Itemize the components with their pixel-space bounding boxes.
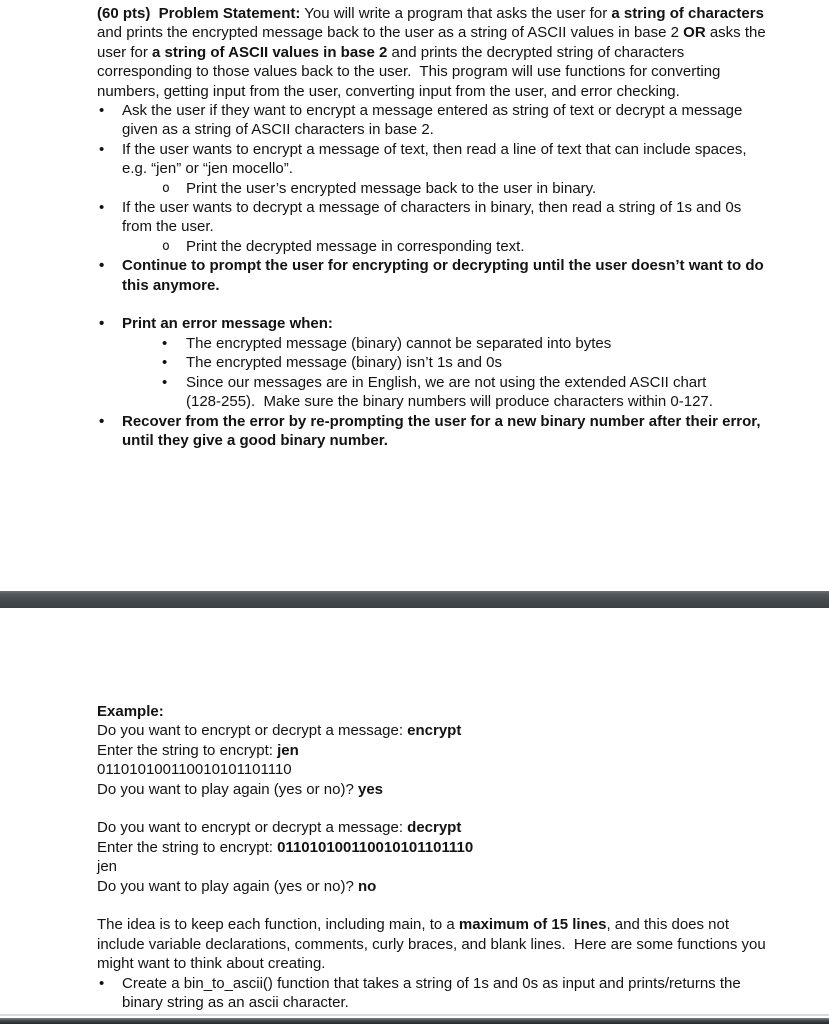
bullet-dot-icon: •: [99, 315, 105, 333]
page2-content: [97, 702, 769, 1012]
bullet-text: If the user wants to decrypt a message of characters in binary, then read a string of 1s and 0s from the user.: [122, 199, 746, 236]
example2-prompt-line: [97, 818, 769, 837]
bullet-continue-prompting: [97, 256, 769, 295]
user-choice: encrypt: [407, 722, 462, 740]
user-answer: no: [357, 877, 377, 895]
page-bottom-edge-line: [0, 1014, 829, 1016]
example2-again-line: [97, 877, 769, 896]
sub-bullet-print-decrypted: [97, 237, 769, 256]
circle-bullet-icon: o: [162, 180, 170, 196]
bullet-dot-icon: •: [99, 140, 105, 158]
circle-bullet-icon: o: [162, 238, 170, 254]
bullet-encrypt-text: [97, 140, 769, 179]
user-input: 011010100110010101101110: [277, 838, 474, 856]
bullet-decrypt-binary: [97, 198, 769, 237]
example1-output-line: 011010100110010101101110: [97, 761, 292, 779]
bullet-dot-icon: •: [99, 199, 105, 217]
bullet-dot-icon: •: [99, 974, 105, 992]
emphasis-string-of-characters: a string of characters: [611, 5, 764, 22]
bottom-page-separator-bar: [0, 1018, 829, 1024]
bullet-text: Print an error message when:: [122, 315, 333, 333]
sub-bullet-text: The encrypted message (binary) isn’t 1s and 0s: [186, 354, 502, 372]
prompt-label: Do you want to encrypt or decrypt a message:: [97, 722, 408, 740]
again-label: Do you want to play again (yes or no)?: [97, 780, 358, 798]
intro-text: and prints the encrypted message back to the user as a string of ASCII values in base 2: [97, 5, 769, 42]
example1-prompt-line: [97, 721, 769, 740]
example-heading: Example:: [97, 703, 164, 720]
blank-line: [97, 295, 769, 314]
input-label: Enter the string to encrypt:: [97, 838, 278, 856]
bullet-ask-user: [97, 101, 769, 140]
sub-bullet-text: Print the decrypted message in corresponding text.: [186, 237, 525, 255]
sub-bullet-text: The encrypted message (binary) cannot be separated into bytes: [186, 334, 612, 352]
emphasis-or: OR: [683, 24, 706, 42]
bullet-dot-icon: •: [162, 334, 168, 352]
closing-text: , and this does not include variable declarations, comments, curly braces, and blank lines. Here are some functions you might want to think about creating.: [97, 916, 770, 973]
example1-input-line: [97, 741, 769, 760]
sub-bullet-error-not-binary: [97, 353, 769, 372]
user-answer: yes: [357, 780, 384, 798]
page1-content: [97, 4, 769, 450]
bullet-dot-icon: •: [162, 354, 168, 372]
bullet-error-message-header: [97, 314, 769, 333]
intro-text: and prints the decrypted string of characters corresponding to those values back to the user. This program will use functions for converting numbers, getting input from the user, converting input from the user, and error checking.: [97, 43, 725, 100]
bullet-text: Create a bin_to_ascii() function that takes a string of 1s and 0s as input and prints/returns the binary string as an ascii character.: [122, 974, 745, 1012]
intro-text: asks the user for: [97, 24, 770, 61]
intro-text: You will write a program that asks the user for: [300, 5, 612, 22]
emphasis-ascii-base2: a string of ASCII values in base 2: [152, 43, 388, 61]
sub-bullet-text: Since our messages are in English, we are not using the extended ASCII chart (128-255). Make sure the binary numbers will produce characters within 0-127.: [186, 373, 713, 411]
bullet-dot-icon: •: [99, 412, 105, 430]
emphasis-max-15-lines: maximum of 15 lines: [458, 916, 607, 934]
bullet-dot-icon: •: [99, 102, 105, 120]
page-separator-bar: [0, 591, 829, 608]
again-label: Do you want to play again (yes or no)?: [97, 877, 358, 895]
closing-text: The idea is to keep each function, including main, to a: [97, 916, 459, 934]
bullet-text: Recover from the error by re-prompting the user for a new binary number after their error, until they give a good binary number.: [122, 412, 765, 449]
sub-bullet-print-encrypted: [97, 179, 769, 198]
blank-line: [97, 799, 769, 818]
user-choice: decrypt: [407, 819, 462, 837]
closing-paragraph: [97, 915, 769, 973]
sub-bullet-error-range: [97, 373, 769, 412]
sub-bullet-text: Print the user’s encrypted message back to the user in binary.: [186, 179, 597, 197]
user-input: jen: [277, 741, 299, 759]
blank-line: [97, 896, 769, 915]
prompt-label: Do you want to encrypt or decrypt a message:: [97, 819, 408, 837]
bullet-text: Ask the user if they want to encrypt a message entered as string of text or decrypt a message given as a string of ASCII characters in base 2.: [122, 102, 747, 139]
points-and-heading: (60 pts) Problem Statement:: [97, 5, 301, 22]
bullet-dot-icon: •: [99, 257, 105, 275]
example2-input-line: [97, 838, 769, 857]
bullet-bin-to-ascii: [97, 974, 769, 1013]
bullet-text: Continue to prompt the user for encrypting or decrypting until the user doesn’t want to do this anymore.: [122, 257, 768, 294]
bullet-text: If the user wants to encrypt a message of text, then read a line of text that can include spaces, e.g. “jen” or “jen mocello”.: [122, 140, 751, 178]
problem-statement-paragraph: [97, 4, 769, 101]
bullet-dot-icon: •: [162, 373, 168, 391]
bullet-recover-error: [97, 412, 769, 451]
sub-bullet-error-bytes: [97, 334, 769, 353]
input-label: Enter the string to encrypt:: [97, 741, 278, 759]
example2-output-line: jen: [97, 858, 118, 876]
example1-again-line: [97, 780, 769, 799]
